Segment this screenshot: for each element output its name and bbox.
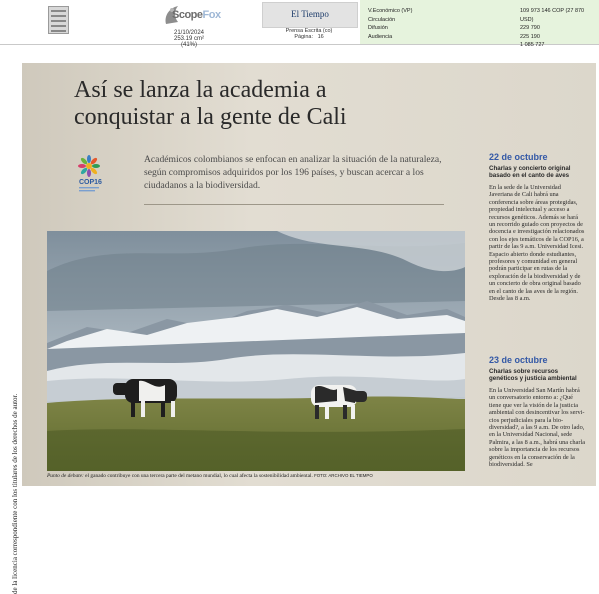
article-deck: Académicos colombianos se enfocan en analizar la situación de la naturaleza, según compromisos adquiridos por los 196 países, y buscan acercar a los ciudadanos a la biodiversidad. <box>144 154 442 191</box>
deck-rule <box>144 204 444 205</box>
stat-label-circulation: Circulación <box>368 16 396 23</box>
stat-label-economic: V.Económico (VP) <box>368 8 413 14</box>
clipping-header <box>0 0 599 49</box>
clipping-date: 21/10/2024 <box>173 30 205 36</box>
stat-value-circulation: 229 790 <box>520 25 540 32</box>
cattle-mountain-photo <box>47 231 465 471</box>
article-headline: Así se lanza la academia a conquistar a la gente de Cali <box>74 77 347 130</box>
stat-value-diffusion: 225 190 <box>520 33 540 40</box>
event-date: 23 de octubre <box>489 355 548 365</box>
clipping-size: 253.19 cm² (41%) <box>173 36 204 48</box>
page-info: Página: 16 <box>294 34 324 40</box>
press-type: Prensa Escrita (co) <box>285 28 333 34</box>
copyright-side-note: de la licencia correspondiente con los titulares de los derechos de autor. <box>11 393 19 594</box>
event-text: En la Universidad San Martín habrá un conversatorio entorno a: ¿Qué tiene que ver la visión de la justicia ambiental con desincentivar los servicios perjudiciales para la biodiversidad?, a las 9 a.m. De otro lado, en la Universidad Nacional, sede Palmira, a las 8 a.m., habrá una charla sobre la importancia de los recursos genéticos en la conservación de la biodiversidad. Se <box>489 387 585 469</box>
event-title: Charlas y concierto original basado en el canto de aves <box>489 165 571 179</box>
newspaper-name: El Tiempo <box>262 2 358 28</box>
photo-caption: Punto de debate: el ganado contribuye con una tercera parte del metano mundial, lo cual afecta la sostenibilidad ambiental. FOTO: ARCHIVO EL TIEMPO <box>47 473 373 479</box>
sidebar-event-2 <box>489 355 585 468</box>
sidebar-event-1 <box>489 152 585 303</box>
svg-text:COP16: COP16 <box>79 179 102 186</box>
event-text: En la sede de la Universidad Javeriana de Cali habrá una conferencia sobre áreas protegidas, propiedad intelectual y acceso a recursos genéticos. Además se hará un recorrido guiado con proyectos de docencia e investigación relacionados con los ejes temáticos de la COP16, a partir de las 9 a.m. Universidad Icesi. Espacio abierto donde estudiantes, profesores y comunidad en general podrán participar en rutas de la exploración de la biodiversidad y de un concierto de obra original basado en el canto de las aves de la región. Desde las 8 a.m. <box>489 184 585 303</box>
event-date: 22 de octubre <box>489 152 548 162</box>
cop16-logo-icon <box>75 155 105 195</box>
page-thumbnail[interactable] <box>48 6 69 34</box>
event-title: Charlas sobre recursos genéticos y justicia ambiental <box>489 368 577 382</box>
stats-labels <box>368 7 412 41</box>
clipping-date-value <box>166 30 212 48</box>
newspaper-meta <box>262 28 356 40</box>
scopefox-logo-text: ScopeFox <box>172 9 221 21</box>
stat-label-diffusion: Difusión <box>368 25 388 32</box>
stat-value-audience: 1 085 727 <box>520 42 545 49</box>
newspaper-page <box>22 63 596 486</box>
stats-values <box>520 7 599 50</box>
stat-label-audience: Audiencia <box>368 33 393 40</box>
stat-value-economic: 109 973 146 COP (27 870 USD) <box>520 8 585 23</box>
